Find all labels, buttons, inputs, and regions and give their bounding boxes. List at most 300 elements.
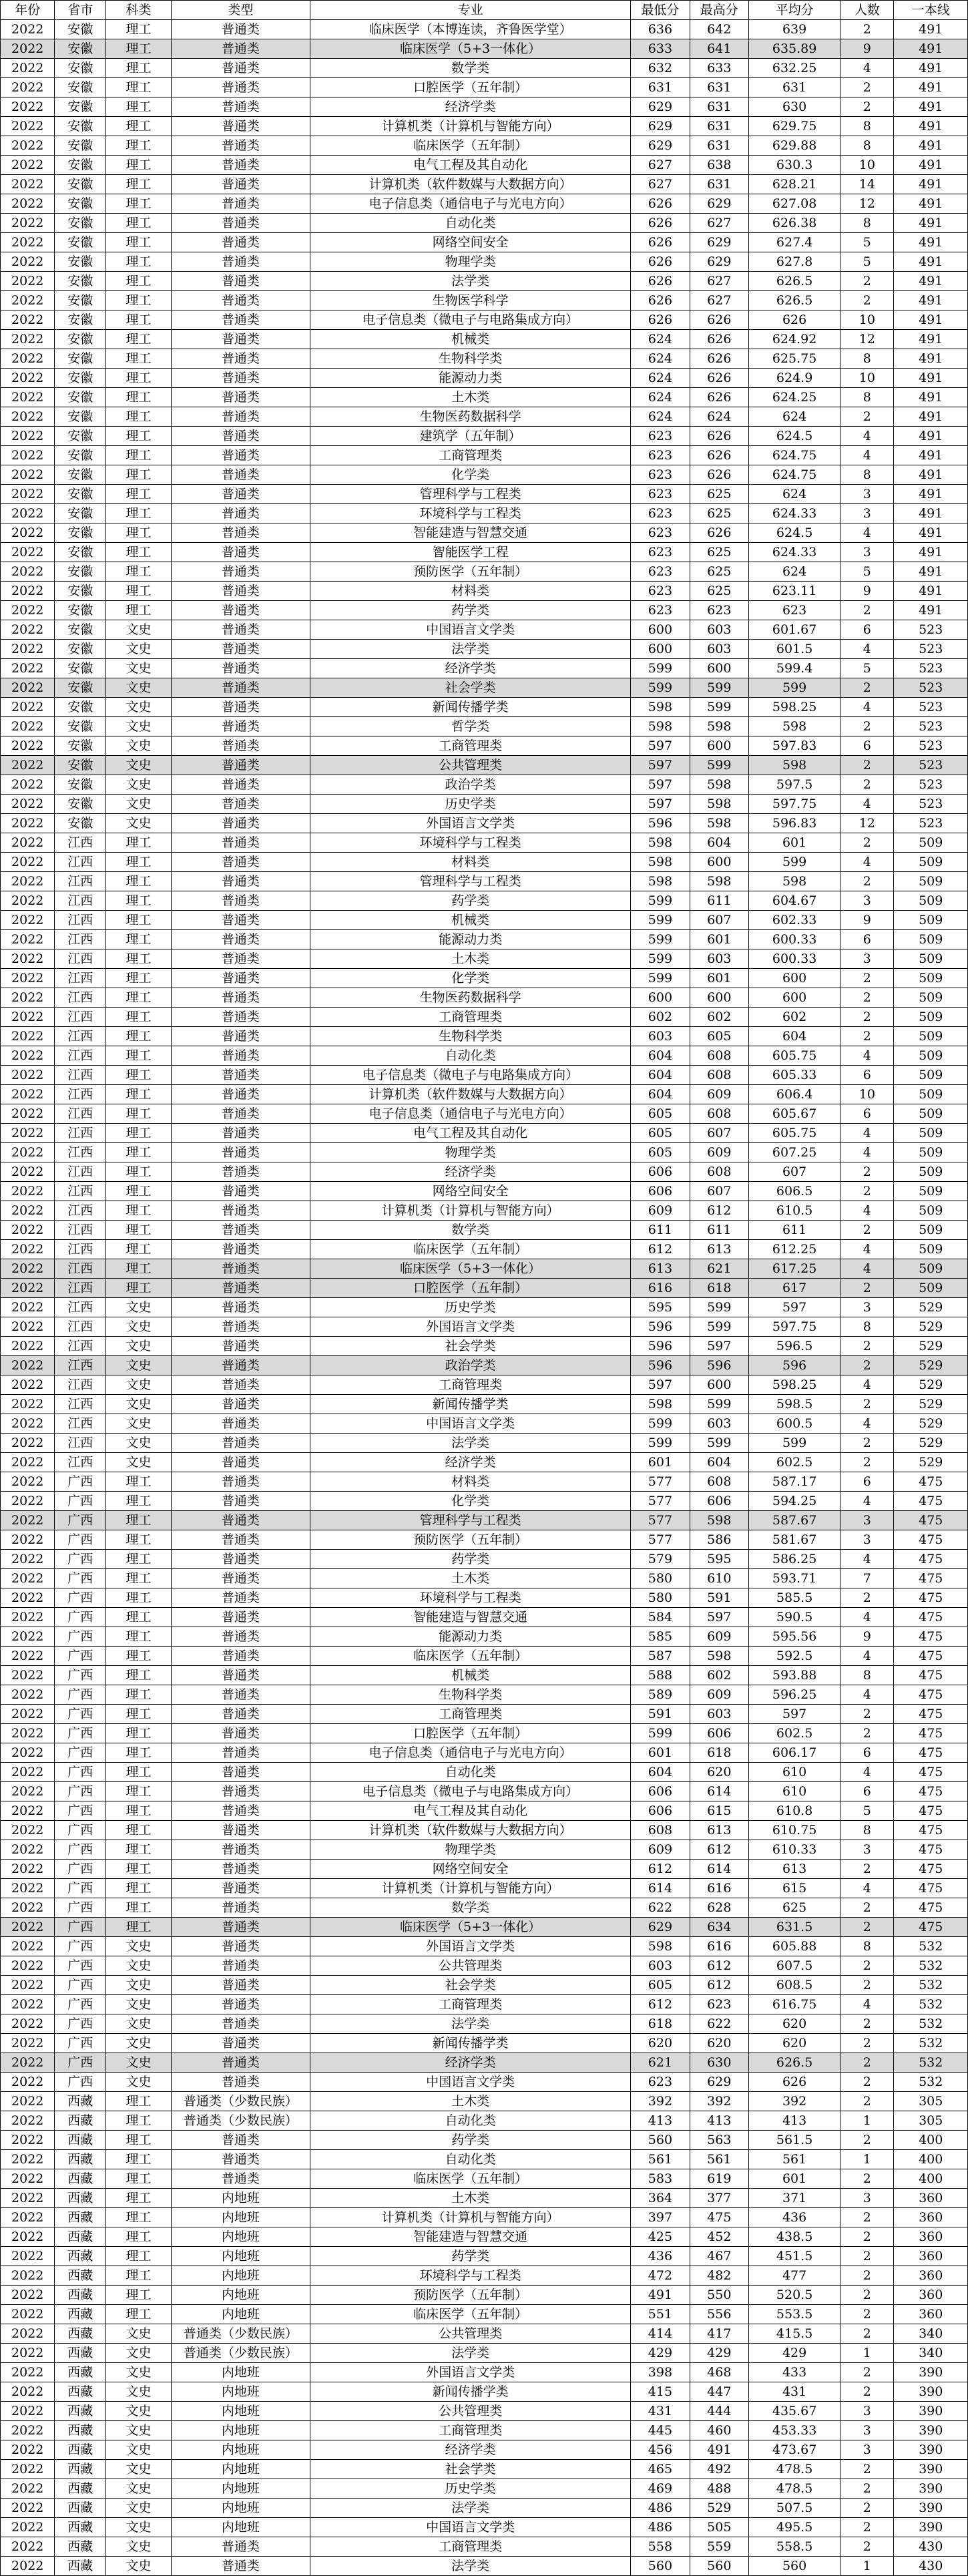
category-cell: 文史 (106, 1976, 172, 1995)
count-cell: 4 (840, 853, 894, 872)
tier-line-cell: 491 (894, 582, 968, 601)
count-cell: 4 (840, 1608, 894, 1627)
type-cell: 普通类 (171, 1937, 310, 1956)
year-cell: 2022 (1, 2537, 55, 2557)
max-score-cell: 561 (690, 2150, 748, 2169)
max-score-cell: 631 (690, 117, 748, 136)
year-cell: 2022 (1, 2073, 55, 2092)
type-cell: 普通类 (171, 1104, 310, 1124)
avg-score-cell: 624 (749, 485, 840, 504)
province-cell: 广西 (55, 1840, 106, 1860)
min-score-cell: 623 (631, 562, 690, 582)
table-row (1, 310, 968, 330)
count-cell: 4 (840, 523, 894, 543)
avg-score-cell: 616.75 (749, 1995, 840, 2014)
type-cell: 普通类 (171, 1492, 310, 1511)
count-cell: 2 (840, 1434, 894, 1453)
type-cell: 普通类 (171, 1511, 310, 1530)
year-cell: 2022 (1, 1647, 55, 1666)
major-cell: 药学类 (310, 601, 630, 620)
avg-score-cell: 600.33 (749, 949, 840, 969)
province-cell: 江西 (55, 1066, 106, 1085)
avg-score-cell: 478.5 (749, 2460, 840, 2479)
major-cell: 临床医学（5+3一体化） (310, 1259, 630, 1279)
category-cell: 文史 (106, 1317, 172, 1337)
tier-line-cell: 509 (894, 872, 968, 891)
max-score-cell: 603 (690, 1414, 748, 1434)
category-cell: 理工 (106, 1860, 172, 1879)
major-cell: 历史学类 (310, 1298, 630, 1317)
year-cell: 2022 (1, 1608, 55, 1627)
major-cell: 电子信息类（微电子与电路集成方向） (310, 1782, 630, 1801)
major-cell: 管理科学与工程类 (310, 872, 630, 891)
min-score-cell: 633 (631, 39, 690, 59)
min-score-cell: 603 (631, 1956, 690, 1976)
min-score-cell: 620 (631, 2034, 690, 2053)
category-cell: 理工 (106, 1162, 172, 1182)
province-cell: 江西 (55, 1104, 106, 1124)
category-cell: 理工 (106, 2131, 172, 2150)
province-cell: 广西 (55, 2053, 106, 2073)
max-score-cell: 630 (690, 2053, 748, 2073)
count-cell: 6 (840, 620, 894, 640)
type-cell: 普通类 (171, 1337, 310, 1356)
max-score-cell: 603 (690, 1705, 748, 1724)
max-score-cell: 612 (690, 1201, 748, 1221)
type-cell: 普通类 (171, 504, 310, 523)
category-cell: 理工 (106, 988, 172, 1008)
type-cell: 内地班 (171, 2305, 310, 2324)
province-cell: 西藏 (55, 2111, 106, 2131)
count-cell: 12 (840, 194, 894, 214)
max-score-cell: 626 (690, 523, 748, 543)
max-score-cell: 550 (690, 2286, 748, 2305)
major-cell: 化学类 (310, 465, 630, 485)
year-cell: 2022 (1, 1588, 55, 1608)
type-cell: 普通类 (171, 1995, 310, 2014)
count-cell: 4 (840, 1375, 894, 1395)
count-cell: 3 (840, 2421, 894, 2440)
count-cell: 6 (840, 1782, 894, 1801)
table-row (1, 2499, 968, 2518)
tier-line-cell: 491 (894, 543, 968, 562)
tier-line-cell: 523 (894, 678, 968, 698)
province-cell: 广西 (55, 1666, 106, 1685)
major-cell: 新闻传播学类 (310, 2382, 630, 2402)
tier-line-cell: 529 (894, 1298, 968, 1317)
tier-line-cell: 475 (894, 1724, 968, 1743)
year-cell: 2022 (1, 175, 55, 194)
min-score-cell: 629 (631, 97, 690, 117)
major-cell: 公共管理类 (310, 2402, 630, 2421)
avg-score-cell: 607.5 (749, 1956, 840, 1976)
year-cell: 2022 (1, 1162, 55, 1182)
table-row (1, 1666, 968, 1685)
year-cell: 2022 (1, 2131, 55, 2150)
table-row (1, 233, 968, 252)
max-score-cell: 623 (690, 601, 748, 620)
count-cell: 3 (840, 1840, 894, 1860)
avg-score-cell: 561 (749, 2150, 840, 2169)
avg-score-cell: 626.38 (749, 214, 840, 233)
province-cell: 江西 (55, 1453, 106, 1472)
major-cell: 智能建造与智慧交通 (310, 523, 630, 543)
province-cell: 西藏 (55, 2421, 106, 2440)
tier-line-cell: 491 (894, 272, 968, 291)
avg-score-cell: 605.75 (749, 1124, 840, 1143)
min-score-cell: 626 (631, 272, 690, 291)
year-cell: 2022 (1, 1046, 55, 1066)
avg-score-cell: 436 (749, 2208, 840, 2227)
year-cell: 2022 (1, 330, 55, 349)
table-row (1, 465, 968, 485)
type-cell: 普通类 (171, 1317, 310, 1337)
category-cell: 文史 (106, 659, 172, 678)
category-cell: 文史 (106, 2557, 172, 2576)
max-score-cell: 452 (690, 2227, 748, 2247)
year-cell: 2022 (1, 2286, 55, 2305)
tier-line-cell: 509 (894, 988, 968, 1008)
min-score-cell: 486 (631, 2499, 690, 2518)
tier-line-cell: 491 (894, 233, 968, 252)
province-cell: 广西 (55, 1743, 106, 1763)
avg-score-cell: 602.33 (749, 911, 840, 930)
avg-score-cell: 495.5 (749, 2518, 840, 2537)
category-cell: 理工 (106, 1821, 172, 1840)
type-cell: 普通类 (171, 1956, 310, 1976)
type-cell: 普通类 (171, 1821, 310, 1840)
max-score-cell: 597 (690, 1337, 748, 1356)
year-cell: 2022 (1, 1763, 55, 1782)
tier-line-cell: 390 (894, 2499, 968, 2518)
province-cell: 广西 (55, 1821, 106, 1840)
count-cell: 4 (840, 1124, 894, 1143)
year-cell: 2022 (1, 2440, 55, 2460)
type-cell: 普通类 (171, 175, 310, 194)
table-row (1, 853, 968, 872)
min-score-cell: 598 (631, 1395, 690, 1414)
year-cell: 2022 (1, 2324, 55, 2344)
province-cell: 安徽 (55, 175, 106, 194)
avg-score-cell: 593.88 (749, 1666, 840, 1685)
min-score-cell: 558 (631, 2537, 690, 2557)
year-cell: 2022 (1, 678, 55, 698)
type-cell: 普通类 (171, 291, 310, 310)
tier-line-cell: 475 (894, 1666, 968, 1685)
count-cell: 4 (840, 795, 894, 814)
major-cell: 计算机类（计算机与智能方向） (310, 1879, 630, 1898)
min-score-cell: 604 (631, 1066, 690, 1085)
province-cell: 西藏 (55, 2208, 106, 2227)
count-cell: 2 (840, 20, 894, 39)
type-cell: 普通类 (171, 1375, 310, 1395)
province-cell: 江西 (55, 833, 106, 853)
province-cell: 江西 (55, 949, 106, 969)
tier-line-cell: 529 (894, 1395, 968, 1414)
avg-score-cell: 630 (749, 97, 840, 117)
year-cell: 2022 (1, 2518, 55, 2537)
max-score-cell: 599 (690, 1298, 748, 1317)
max-score-cell: 597 (690, 1608, 748, 1627)
max-score-cell: 600 (690, 853, 748, 872)
tier-line-cell: 529 (894, 1414, 968, 1434)
count-cell: 10 (840, 369, 894, 388)
type-cell: 普通类 (171, 1976, 310, 1995)
min-score-cell: 605 (631, 1124, 690, 1143)
avg-score-cell: 639 (749, 20, 840, 39)
category-cell: 文史 (106, 2518, 172, 2537)
avg-score-cell: 601.67 (749, 620, 840, 640)
max-score-cell: 475 (690, 2208, 748, 2227)
category-cell: 文史 (106, 1414, 172, 1434)
tier-line-cell: 475 (894, 1918, 968, 1937)
province-cell: 安徽 (55, 291, 106, 310)
max-score-cell: 604 (690, 1453, 748, 1472)
category-cell: 理工 (106, 949, 172, 969)
tier-line-cell: 475 (894, 1627, 968, 1647)
count-cell: 2 (840, 969, 894, 988)
avg-score-cell: 610.8 (749, 1801, 840, 1821)
table-row (1, 2150, 968, 2169)
year-cell: 2022 (1, 39, 55, 59)
table-row (1, 1201, 968, 1221)
year-cell: 2022 (1, 775, 55, 795)
province-cell: 西藏 (55, 2305, 106, 2324)
tier-line-cell: 305 (894, 2111, 968, 2131)
type-cell: 普通类 (171, 853, 310, 872)
category-cell: 理工 (106, 136, 172, 156)
category-cell: 文史 (106, 1395, 172, 1414)
max-score-cell: 627 (690, 291, 748, 310)
max-score-cell: 609 (690, 1627, 748, 1647)
table-row (1, 369, 968, 388)
major-cell: 环境科学与工程类 (310, 2266, 630, 2286)
province-cell: 江西 (55, 1085, 106, 1104)
type-cell: 内地班 (171, 2479, 310, 2499)
min-score-cell: 629 (631, 117, 690, 136)
count-cell: 8 (840, 388, 894, 407)
province-cell: 安徽 (55, 620, 106, 640)
avg-score-cell: 605.88 (749, 1937, 840, 1956)
tier-line-cell: 509 (894, 949, 968, 969)
min-score-cell: 579 (631, 1550, 690, 1569)
year-cell: 2022 (1, 523, 55, 543)
year-cell: 2022 (1, 891, 55, 911)
tier-line-cell: 532 (894, 2053, 968, 2073)
max-score-cell: 608 (690, 1472, 748, 1492)
tier-line-cell: 491 (894, 59, 968, 78)
tier-line-cell: 532 (894, 2073, 968, 2092)
tier-line-cell: 491 (894, 407, 968, 427)
min-score-cell: 596 (631, 814, 690, 833)
table-row (1, 1685, 968, 1705)
province-cell: 安徽 (55, 543, 106, 562)
max-score-cell: 634 (690, 1918, 748, 1937)
category-cell: 理工 (106, 39, 172, 59)
avg-score-cell: 627.08 (749, 194, 840, 214)
province-cell: 西藏 (55, 2518, 106, 2537)
category-cell: 理工 (106, 1627, 172, 1647)
province-cell: 江西 (55, 1046, 106, 1066)
year-cell: 2022 (1, 814, 55, 833)
major-cell: 环境科学与工程类 (310, 504, 630, 523)
type-cell: 普通类 (171, 1627, 310, 1647)
count-cell: 4 (840, 1143, 894, 1162)
tier-line-cell: 360 (894, 2266, 968, 2286)
major-cell: 预防医学（五年制） (310, 1530, 630, 1550)
province-cell: 安徽 (55, 775, 106, 795)
major-cell: 临床医学（五年制） (310, 136, 630, 156)
type-cell: 普通类 (171, 1182, 310, 1201)
min-score-cell: 624 (631, 369, 690, 388)
year-cell: 2022 (1, 2266, 55, 2286)
province-cell: 江西 (55, 1395, 106, 1414)
min-score-cell: 425 (631, 2227, 690, 2247)
avg-score-cell: 602.5 (749, 1724, 840, 1743)
tier-line-cell: 509 (894, 969, 968, 988)
type-cell: 内地班 (171, 2402, 310, 2421)
type-cell: 普通类 (171, 1801, 310, 1821)
category-cell: 文史 (106, 2499, 172, 2518)
type-cell: 普通类 (171, 1569, 310, 1588)
count-cell: 2 (840, 2537, 894, 2557)
province-cell: 广西 (55, 1492, 106, 1511)
max-score-cell: 603 (690, 620, 748, 640)
header-tier-line: 一本线 (894, 1, 968, 20)
avg-score-cell: 602.5 (749, 1453, 840, 1472)
max-score-cell: 616 (690, 1937, 748, 1956)
category-cell: 理工 (106, 59, 172, 78)
max-score-cell: 605 (690, 1027, 748, 1046)
type-cell: 普通类 (171, 485, 310, 504)
max-score-cell: 627 (690, 214, 748, 233)
min-score-cell: 624 (631, 388, 690, 407)
min-score-cell: 445 (631, 2421, 690, 2440)
major-cell: 数学类 (310, 1898, 630, 1918)
category-cell: 理工 (106, 2286, 172, 2305)
avg-score-cell: 415.5 (749, 2324, 840, 2344)
avg-score-cell: 431 (749, 2382, 840, 2402)
tier-line-cell: 400 (894, 2169, 968, 2189)
province-cell: 安徽 (55, 117, 106, 136)
min-score-cell: 605 (631, 1104, 690, 1124)
table-row (1, 1995, 968, 2014)
avg-score-cell: 599 (749, 853, 840, 872)
avg-score-cell: 587.67 (749, 1511, 840, 1530)
min-score-cell: 577 (631, 1511, 690, 1530)
avg-score-cell: 600.5 (749, 1414, 840, 1434)
max-score-cell: 606 (690, 1492, 748, 1511)
category-cell: 文史 (106, 1434, 172, 1453)
year-cell: 2022 (1, 485, 55, 504)
max-score-cell: 599 (690, 698, 748, 717)
min-score-cell: 623 (631, 523, 690, 543)
min-score-cell: 551 (631, 2305, 690, 2324)
table-row (1, 1395, 968, 1414)
province-cell: 江西 (55, 1221, 106, 1240)
year-cell: 2022 (1, 1550, 55, 1569)
type-cell: 普通类 (171, 117, 310, 136)
max-score-cell: 608 (690, 1046, 748, 1066)
year-cell: 2022 (1, 1356, 55, 1375)
tier-line-cell: 509 (894, 930, 968, 949)
major-cell: 电子信息类（通信电子与光电方向） (310, 1104, 630, 1124)
province-cell: 江西 (55, 1201, 106, 1221)
max-score-cell: 413 (690, 2111, 748, 2131)
year-cell: 2022 (1, 1201, 55, 1221)
type-cell: 内地班 (171, 2266, 310, 2286)
max-score-cell: 629 (690, 252, 748, 272)
major-cell: 管理科学与工程类 (310, 485, 630, 504)
table-row (1, 1182, 968, 1201)
major-cell: 口腔医学（五年制） (310, 1279, 630, 1298)
tier-line-cell: 509 (894, 1104, 968, 1124)
year-cell: 2022 (1, 736, 55, 756)
max-score-cell: 608 (690, 1162, 748, 1182)
min-score-cell: 596 (631, 1337, 690, 1356)
type-cell: 普通类 (171, 1550, 310, 1569)
count-cell: 2 (840, 872, 894, 891)
year-cell: 2022 (1, 911, 55, 930)
count-cell: 1 (840, 2150, 894, 2169)
province-cell: 广西 (55, 1763, 106, 1782)
type-cell: 普通类 (171, 1298, 310, 1317)
table-row (1, 252, 968, 272)
year-cell: 2022 (1, 388, 55, 407)
tier-line-cell: 475 (894, 1879, 968, 1898)
avg-score-cell: 624 (749, 407, 840, 427)
major-cell: 历史学类 (310, 795, 630, 814)
min-score-cell: 611 (631, 1221, 690, 1240)
year-cell: 2022 (1, 640, 55, 659)
avg-score-cell: 597.75 (749, 1317, 840, 1337)
header-row (1, 1, 968, 20)
major-cell: 生物科学类 (310, 1685, 630, 1705)
max-score-cell: 560 (690, 2557, 748, 2576)
count-cell: 3 (840, 2402, 894, 2421)
avg-score-cell: 597.83 (749, 736, 840, 756)
max-score-cell: 626 (690, 465, 748, 485)
tier-line-cell: 491 (894, 39, 968, 59)
count-cell: 2 (840, 1724, 894, 1743)
category-cell: 理工 (106, 969, 172, 988)
header-category: 科类 (106, 1, 172, 20)
count-cell: 2 (840, 2479, 894, 2499)
type-cell: 普通类 (171, 814, 310, 833)
category-cell: 理工 (106, 1743, 172, 1763)
category-cell: 理工 (106, 1569, 172, 1588)
avg-score-cell: 520.5 (749, 2286, 840, 2305)
major-cell: 网络空间安全 (310, 233, 630, 252)
count-cell: 5 (840, 1801, 894, 1821)
max-score-cell: 596 (690, 1356, 748, 1375)
tier-line-cell: 491 (894, 175, 968, 194)
province-cell: 西藏 (55, 2131, 106, 2150)
category-cell: 文史 (106, 1956, 172, 1976)
tier-line-cell: 390 (894, 2363, 968, 2382)
min-score-cell: 604 (631, 1046, 690, 1066)
table-row (1, 1085, 968, 1104)
tier-line-cell: 491 (894, 78, 968, 97)
avg-score-cell: 598 (749, 756, 840, 775)
major-cell: 物理学类 (310, 1840, 630, 1860)
province-cell: 安徽 (55, 59, 106, 78)
max-score-cell: 467 (690, 2247, 748, 2266)
table-row (1, 620, 968, 640)
type-cell: 普通类 (171, 775, 310, 795)
max-score-cell: 429 (690, 2344, 748, 2363)
min-score-cell: 364 (631, 2189, 690, 2208)
